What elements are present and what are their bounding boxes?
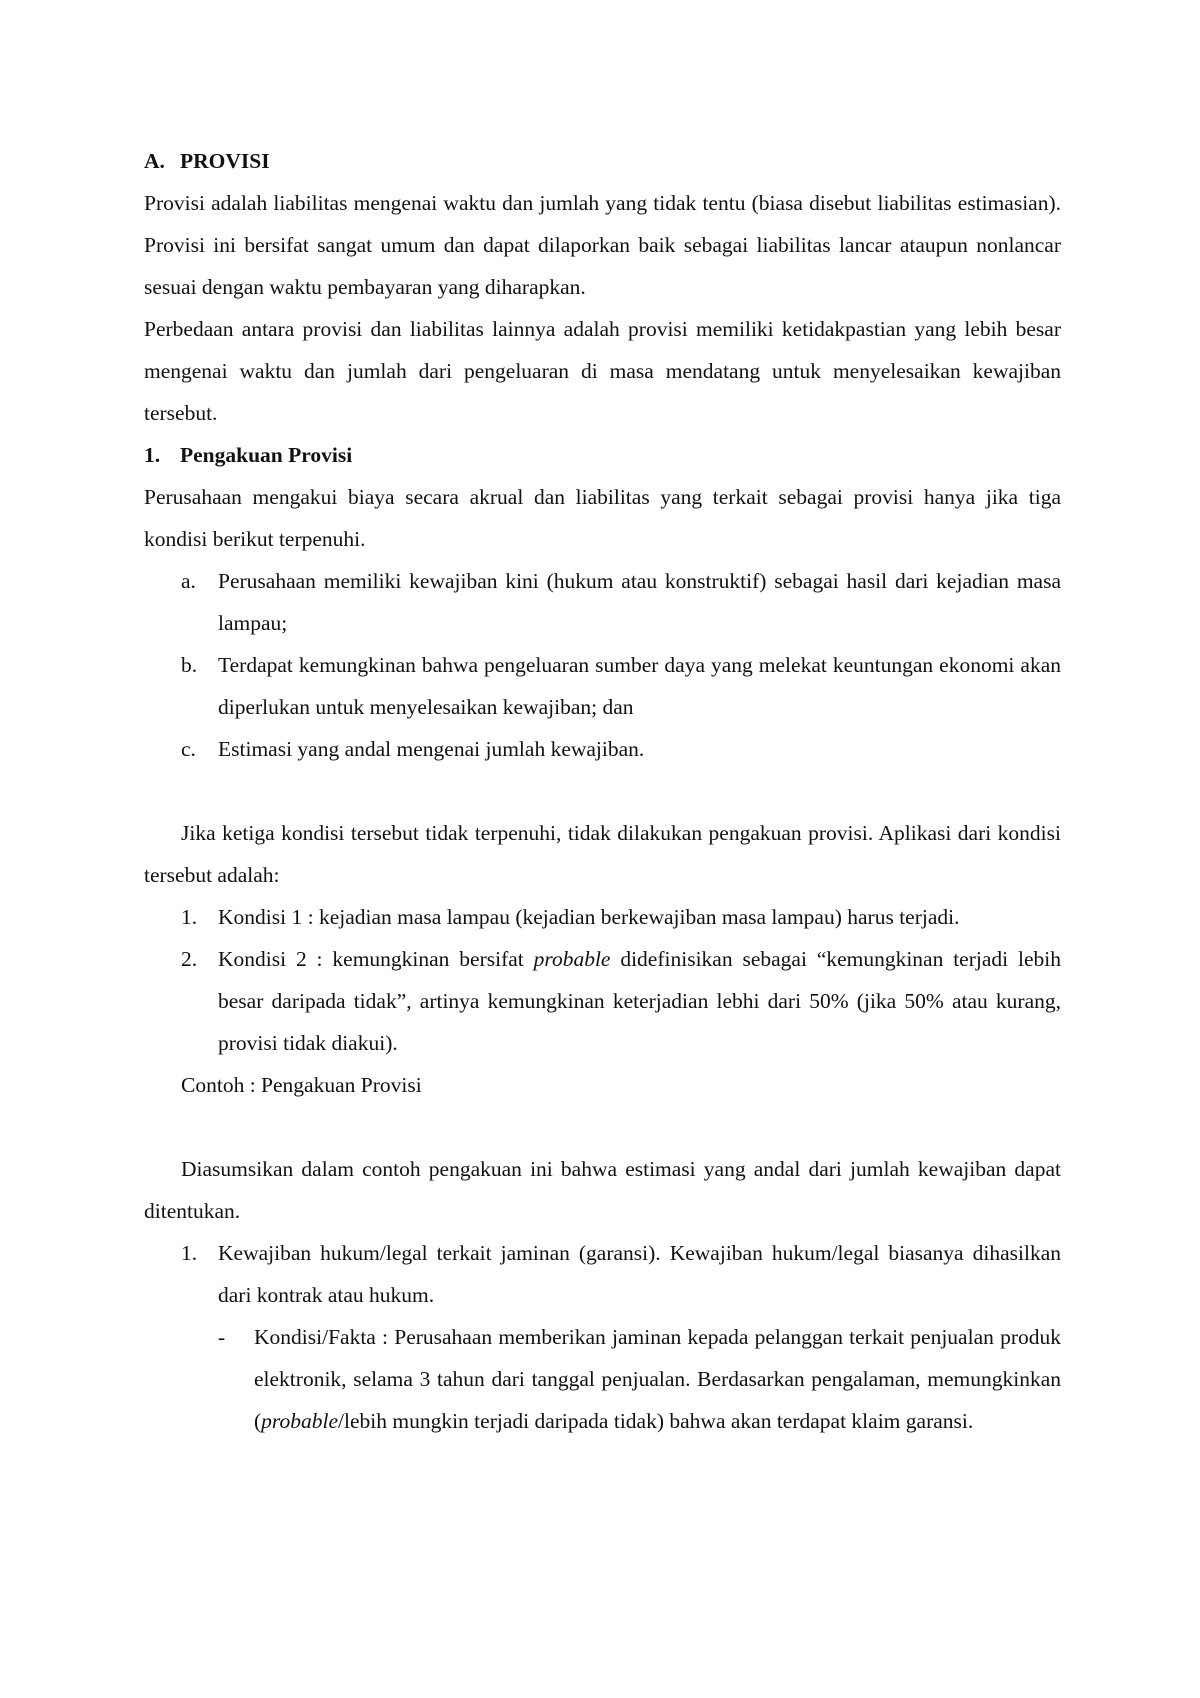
list-marker: 1. [181,1241,198,1265]
application-intro: Jika ketiga kondisi tersebut tidak terpenuhi, tidak dilakukan pengakuan provisi. Aplikasi dari kondisi tersebut adalah: [144,821,1061,887]
text-run: /lebih mungkin terjadi daripada tidak) bahwa akan terdapat klaim garansi. [338,1409,974,1433]
example-label: Contoh : Pengakuan Provisi [181,1073,422,1097]
list-marker: b. [181,653,198,677]
assumption-paragraph: Diasumsikan dalam contoh pengakuan ini bahwa estimasi yang andal dari jumlah kewajiban dapat ditentukan. [144,1157,1061,1223]
list-text: Estimasi yang andal mengenai jumlah kewajiban. [218,737,645,761]
section-a-title: PROVISI [180,149,270,173]
list-item [144,560,1061,644]
section-a-heading [144,140,1061,182]
applications-list [144,896,1061,1064]
list-text: Kewajiban hukum/legal terkait jaminan (garansi). Kewajiban hukum/legal biasanya dihasilkan dari kontrak atau hukum. [218,1241,1061,1307]
example-list [144,1232,1061,1442]
list-item [218,1316,1061,1442]
list-text [218,938,1061,1064]
section-a-paragraph-1: Provisi adalah liabilitas mengenai waktu dan jumlah yang tidak tentu (biasa disebut liabilitas estimasian). Provisi ini bersifat sangat umum dan dapat dilaporkan baik sebagai liabilitas lancar ataupun nonlancar sesuai dengan waktu pembayaran yang diharapkan. [144,191,1061,299]
text-run: Kondisi 2 : kemungkinan bersifat [218,947,534,971]
list-text: Terdapat kemungkinan bahwa pengeluaran sumber daya yang melekat keuntungan ekonomi akan diperlukan untuk menyelesaikan kewajiban; dan [218,653,1061,719]
spacer [144,1106,1061,1148]
italic-term: probable [533,947,611,971]
text-run: didefinisikan sebagai “kemungkinan terjadi lebih besar daripada tidak”, artinya kemungkinan keterjadian lebhi dari 50% (jika 50% atau kurang, provisi tidak diakui). [218,947,1061,1055]
list-item [144,728,1061,770]
list-marker: 2. [181,947,198,971]
dash-marker: - [218,1325,226,1349]
list-item [144,1232,1061,1316]
italic-term: probable [261,1409,339,1433]
list-marker: c. [181,737,196,761]
list-marker: 1. [181,905,198,929]
list-item [144,644,1061,728]
section-1-intro: Perusahaan mengakui biaya secara akrual dan liabilitas yang terkait sebagai provisi hanya jika tiga kondisi berikut terpenuhi. [144,485,1061,551]
text-run: Kondisi/Fakta : Perusahaan memberikan jaminan kepada pelanggan terkait penjualan produk elektronik, selama 3 tahun dari tanggal penjualan. Berdasarkan pengalaman, memungkinkan ( [254,1325,1061,1433]
list-item [144,896,1061,938]
document-page [144,140,1061,1442]
spacer [144,770,1061,812]
list-marker: a. [181,569,196,593]
section-1-heading [144,434,1061,476]
list-item [144,938,1061,1064]
list-text: Kondisi 1 : kejadian masa lampau (kejadian berkewajiban masa lampau) harus terjadi. [218,905,960,929]
list-text: Perusahaan memiliki kewajiban kini (hukum atau konstruktif) sebagai hasil dari kejadian masa lampau; [218,569,1061,635]
list-text [254,1316,1061,1442]
section-a-paragraph-2: Perbedaan antara provisi dan liabilitas lainnya adalah provisi memiliki ketidakpastian yang lebih besar mengenai waktu dan jumlah dari pengeluaran di masa mendatang untuk menyelesaikan kewajiban tersebut. [144,317,1061,425]
conditions-list [144,560,1061,770]
section-1-number: 1. [144,443,161,467]
section-a-number: A. [144,149,165,173]
section-1-title: Pengakuan Provisi [180,443,353,467]
